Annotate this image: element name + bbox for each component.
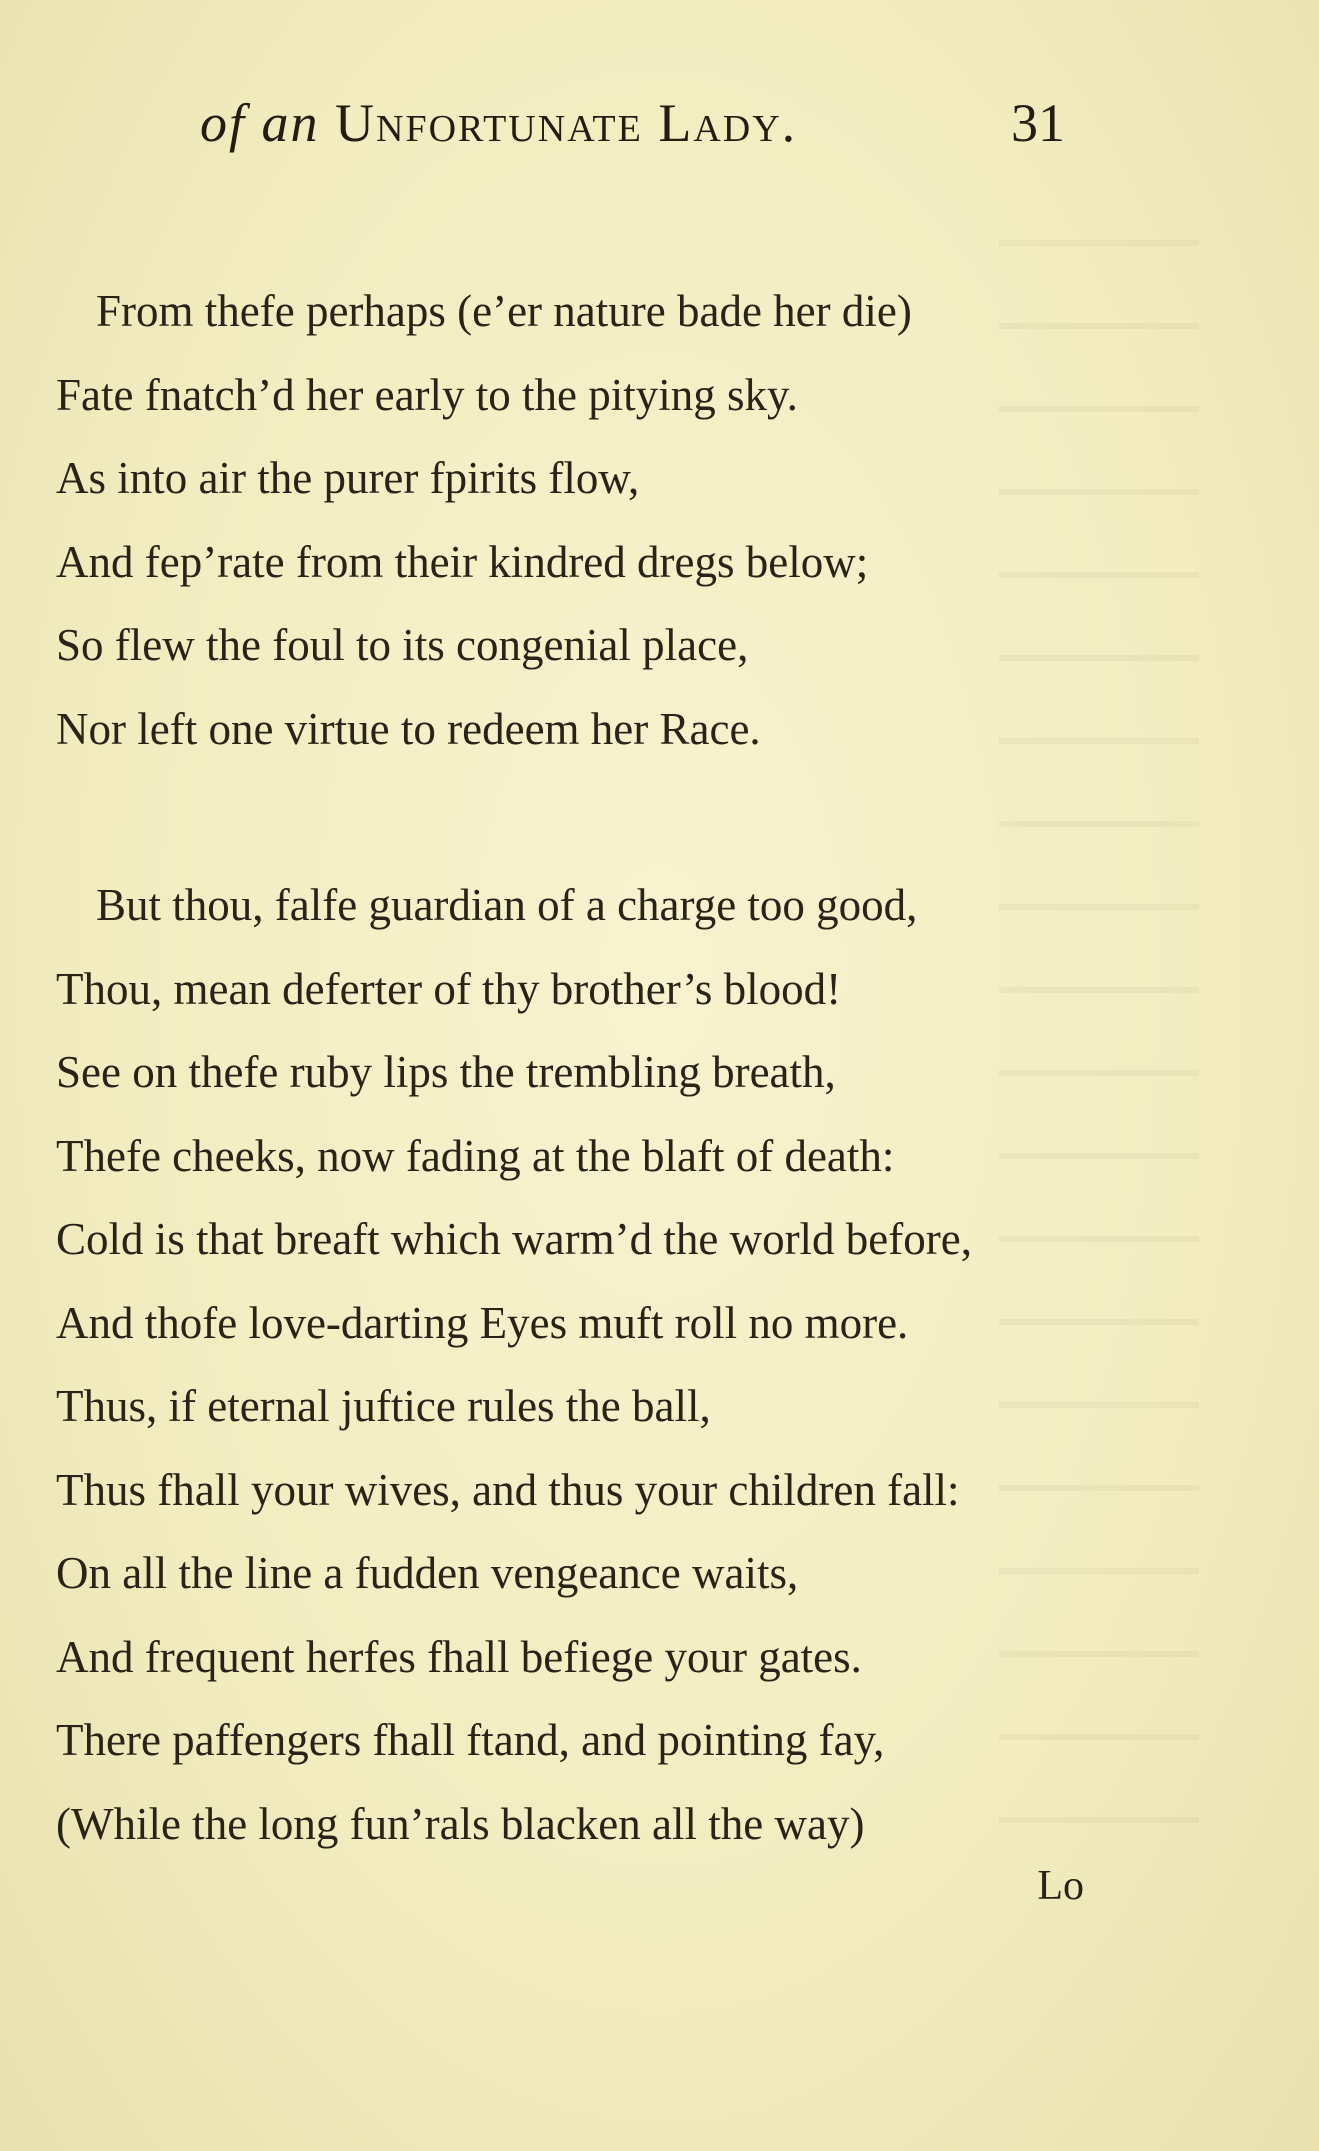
running-title-prefix: of an xyxy=(200,93,320,153)
stanza-1 xyxy=(56,270,1096,771)
running-title xyxy=(200,92,797,154)
verse-line: Thefe cheeks, now fading at the blaft of death: xyxy=(56,1130,895,1181)
catchword: Lo xyxy=(1037,1863,1084,1909)
verse-line: Fate fnatch’d her early to the pitying sky. xyxy=(56,369,798,420)
verse-line: And fep’rate from their kindred dregs below; xyxy=(56,536,869,587)
verse-line: As into air the purer fpirits flow, xyxy=(56,453,640,503)
running-title-main: Unfortunate Lady. xyxy=(335,93,798,153)
stanza-2 xyxy=(56,864,1096,1866)
verse-line: (While the long fun’rals blacken all the way) xyxy=(56,1798,865,1849)
verse-line: Thus, if eternal juftice rules the ball, xyxy=(56,1381,711,1431)
verse-line: There paffengers fhall ftand, and pointing fay, xyxy=(56,1715,885,1765)
verse-line: Thou, mean deferter of thy brother’s blood! xyxy=(56,963,842,1014)
verse-line: Cold is that breaft which warm’d the world before, xyxy=(56,1214,972,1264)
verse-line: On all the line a fudden vengeance waits, xyxy=(56,1548,799,1598)
verse-line: But thou, falfe guardian of a charge too good, xyxy=(96,880,918,930)
verse-line: Nor left one virtue to redeem her Race. xyxy=(56,703,761,754)
verse-line: Thus fhall your wives, and thus your children fall: xyxy=(56,1464,960,1515)
verse-line: And thofe love-darting Eyes muft roll no more. xyxy=(56,1297,909,1348)
verse-line: From thefe perhaps (e’er nature bade her die) xyxy=(96,286,912,336)
verse-line: See on thefe ruby lips the trembling breath, xyxy=(56,1047,836,1097)
page-number: 31 xyxy=(1011,93,1065,153)
verse-line: So flew the foul to its congenial place, xyxy=(56,620,749,670)
running-head xyxy=(200,92,1080,172)
verse-line: And frequent herfes fhall befiege your gates. xyxy=(56,1631,862,1682)
